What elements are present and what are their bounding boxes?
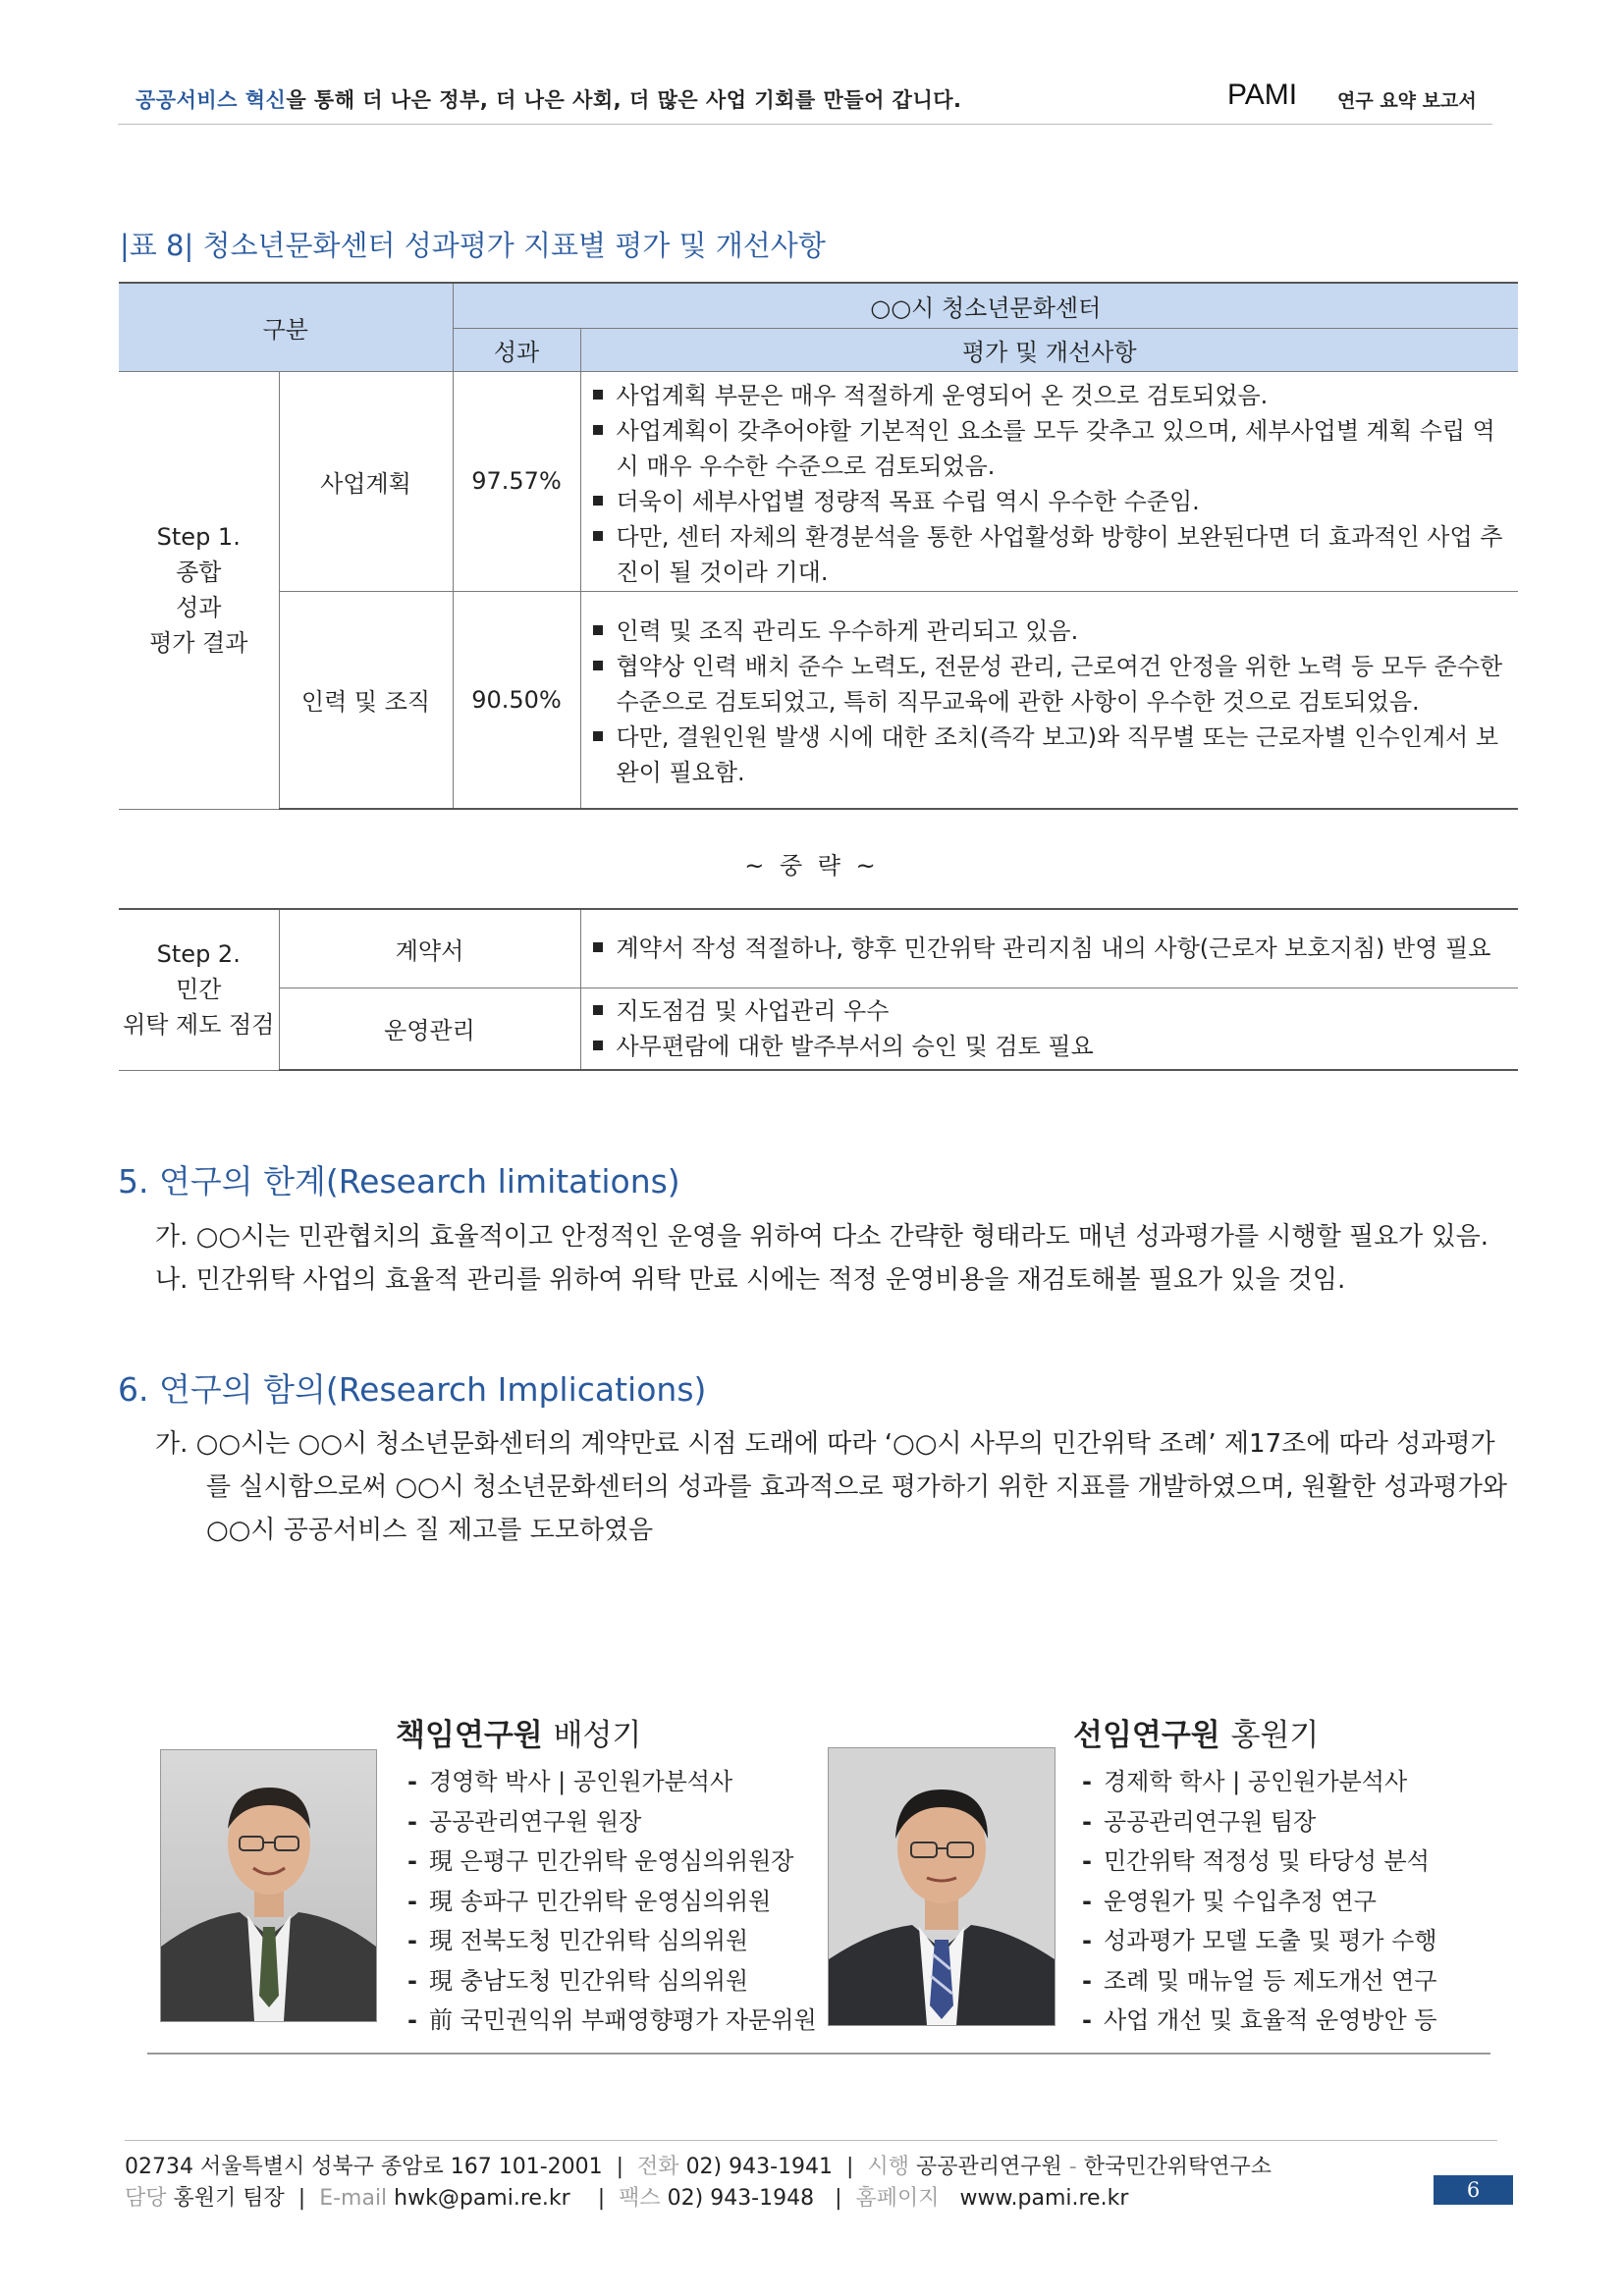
footer-exec2: 한국민간위탁연구소 (1083, 2155, 1272, 2179)
evaluation-table (119, 282, 1518, 810)
list-item: - 성과평가 모델 도출 및 평가 수행 (1080, 1921, 1437, 1961)
header-divider (118, 124, 1492, 125)
list-item: - 공공관리연구원 팀장 (1080, 1802, 1437, 1842)
table-row (119, 988, 1518, 1070)
list-item: 사무편람에 대한 발주부서의 승인 및 검토 필요 (589, 1029, 1509, 1064)
researchers-divider (147, 2053, 1490, 2055)
list-item: - 現 전북도청 민간위탁 심의위원 (406, 1921, 817, 1961)
item-cell: 사업계획 (279, 371, 453, 591)
footer-exec-label: 시행 (867, 2155, 909, 2179)
list-item: - 경제학 학사 | 공인원가분석사 (1080, 1762, 1437, 1802)
section5-item: 가. ○○시는 민관협치의 효율적이고 안정적인 운영을 위하여 다소 간략한 형태라도 매년 성과평가를 시행할 필요가 있음. (155, 1222, 1489, 1252)
list-item: 지도점검 및 사업관리 우수 (589, 993, 1509, 1029)
item-cell: 인력 및 조직 (279, 591, 453, 809)
list-item: 다만, 결원인원 발생 시에 대한 조치(즉각 보고)와 직무별 또는 근로자별 인수인계서 보완이 필요함. (589, 720, 1509, 790)
step1-line: 평가 결과 (149, 629, 248, 657)
list-item: 사업계획이 갖추어야할 기본적인 요소를 모두 갖추고 있으며, 세부사업별 계획 수립 역시 매우 우수한 수준으로 검토되었음. (589, 413, 1509, 484)
step1-line: 종합 (176, 559, 222, 586)
footer-address: 02734 서울특별시 성북구 종암로 167 101-2001 (125, 2155, 603, 2179)
researcher1-role: 책임연구원 (396, 1718, 543, 1753)
brand-logo: PAMI (1227, 79, 1298, 111)
score-header: 성과 (453, 328, 580, 371)
item-cell: 운영관리 (279, 988, 580, 1070)
section6-body (155, 1422, 1530, 1552)
step2-line: 위탁 제도 점검 (123, 1011, 275, 1040)
table-row (119, 909, 1518, 988)
researcher1-name: 배성기 (553, 1718, 642, 1753)
step2-label (119, 909, 279, 1070)
slogan-rest: 을 통해 더 나은 정부, 더 나은 사회, 더 많은 사업 기회를 만들어 갑니다. (286, 88, 962, 112)
item-cell: 계약서 (279, 909, 580, 988)
list-item: - 민간위탁 적정성 및 타당성 분석 (1080, 1842, 1437, 1882)
footer-phone: 02) 943-1941 (685, 2155, 834, 2179)
section6-line: 를 실시함으로써 ○○시 청소년문화센터의 성과를 효과적으로 평가하기 위한 지표를 개발하였으며, 원활한 성과평가와 (206, 1472, 1508, 1502)
list-item: 계약서 작성 적절하나, 향후 민간위탁 관리지침 내의 사항(근로자 보호지침) 반영 필요 (589, 931, 1509, 966)
eval-cell (580, 591, 1518, 809)
header-slogan (135, 84, 962, 114)
step1-line: Step 1. (156, 523, 241, 551)
researcher2-role: 선임연구원 (1073, 1718, 1220, 1753)
step1-line: 성과 (176, 594, 222, 621)
table-title: |표 8| 청소년문화센터 성과평가 지표별 평가 및 개선사항 (120, 229, 826, 262)
footer-sep: | (576, 2186, 613, 2211)
doc-type: 연구 요약 보고서 (1337, 90, 1477, 112)
section6-heading: 6. 연구의 함의(Research Implications) (118, 1370, 707, 1409)
footer-line2 (125, 2181, 1128, 2212)
page-number: 6 (1434, 2175, 1513, 2205)
section5-heading: 5. 연구의 한계(Research limitations) (118, 1162, 680, 1201)
list-item: - 운영원가 및 수입추정 연구 (1080, 1882, 1437, 1922)
col-group-header: 구분 (119, 283, 453, 371)
eval-cell (580, 909, 1518, 988)
researcher2-photo (828, 1747, 1056, 2026)
footer-dash: - (1068, 2155, 1077, 2179)
list-item: - 現 은평구 민간위탁 운영심의위원장 (406, 1842, 817, 1882)
eval-cell (580, 988, 1518, 1070)
footer-line1 (125, 2150, 1272, 2180)
section6-line: 가. ○○시는 ○○시 청소년문화센터의 계약만료 시점 도래에 따라 ‘○○시 사무의 민간위탁 조례’ 제17조에 따라 성과평가 (155, 1429, 1495, 1459)
omission-mark: ~ 중 략 ~ (744, 852, 880, 880)
list-item: 다만, 센터 자체의 환경분석을 통한 사업활성화 방향이 보완된다면 더 효과적인 사업 추진이 될 것이라 기대. (589, 519, 1509, 590)
list-item: 더욱이 세부사업별 정량적 목표 수립 역시 우수한 수준임. (589, 484, 1509, 519)
list-item: 협약상 인력 배치 준수 노력도, 전문성 관리, 근로여건 안정을 위한 노력 등 모두 준수한 수준으로 검토되었고, 특히 직무교육에 관한 사항이 우수한 것으로 검토되었음. (589, 649, 1509, 720)
footer-web-label: 홈페이지 (855, 2186, 940, 2211)
footer-phone-label: 전화 (637, 2155, 679, 2179)
researcher2-name: 홍원기 (1230, 1718, 1320, 1753)
list-item: - 조례 및 매뉴얼 등 제도개선 연구 (1080, 1961, 1437, 2002)
section5-item: 나. 민간위탁 사업의 효율적 관리를 위하여 위탁 만료 시에는 적정 운영비용을 재검토해볼 필요가 있을 것임. (155, 1265, 1346, 1295)
section5-body (155, 1215, 1530, 1302)
checklist-table (119, 908, 1518, 1071)
step2-line: Step 2. (156, 940, 241, 969)
footer-sep: | (609, 2155, 631, 2179)
footer-web[interactable]: www.pami.re.kr (959, 2186, 1129, 2211)
footer-sep: | (839, 2155, 861, 2179)
slogan-highlight: 공공서비스 혁신 (135, 88, 287, 112)
step2-line: 민간 (176, 976, 222, 1004)
eval-header: 평가 및 개선사항 (580, 328, 1518, 371)
list-item: - 경영학 박사 | 공인원가분석사 (406, 1762, 817, 1802)
table-row (119, 591, 1518, 809)
score-cell: 97.57% (453, 371, 580, 591)
researcher2-career (1080, 1762, 1437, 2041)
footer-sep: | (291, 2186, 313, 2211)
researcher1-career (406, 1762, 817, 2041)
footer-email-label: E-mail (319, 2186, 388, 2211)
score-cell: 90.50% (453, 591, 580, 809)
footer-divider (125, 2140, 1497, 2141)
list-item: - 現 충남도청 민간위탁 심의위원 (406, 1961, 817, 2002)
list-item: 인력 및 조직 관리도 우수하게 관리되고 있음. (589, 614, 1509, 649)
footer-email[interactable]: hwk@pami.re.kr (394, 2186, 570, 2211)
step1-label (119, 371, 279, 809)
eval-cell (580, 371, 1518, 591)
researcher1-photo (160, 1749, 377, 2022)
researcher2-title (1073, 1710, 1319, 1754)
researcher1-title (396, 1710, 641, 1754)
list-item: - 前 국민권익위 부패영향평가 자문위원 (406, 2001, 817, 2041)
list-item: 사업계획 부문은 매우 적절하게 운영되어 온 것으로 검토되었음. (589, 378, 1509, 413)
list-item: - 사업 개선 및 효율적 운영방안 등 (1080, 2001, 1437, 2041)
section6-line: ○○시 공공서비스 질 제고를 도모하였음 (206, 1516, 654, 1545)
table-row (119, 371, 1518, 591)
footer-exec: 공공관리연구원 (915, 2155, 1062, 2179)
list-item: - 공공관리연구원 원장 (406, 1802, 817, 1842)
footer-charge-label: 담당 (125, 2186, 167, 2211)
footer-charge: 홍원기 팀장 (173, 2186, 285, 2211)
list-item: - 現 송파구 민간위탁 운영심의위원 (406, 1882, 817, 1922)
org-header: ○○시 청소년문화센터 (453, 283, 1518, 328)
footer-fax: 02) 943-1948 (667, 2186, 815, 2211)
footer-sep: | (821, 2186, 849, 2211)
footer-fax-label: 팩스 (619, 2186, 661, 2211)
